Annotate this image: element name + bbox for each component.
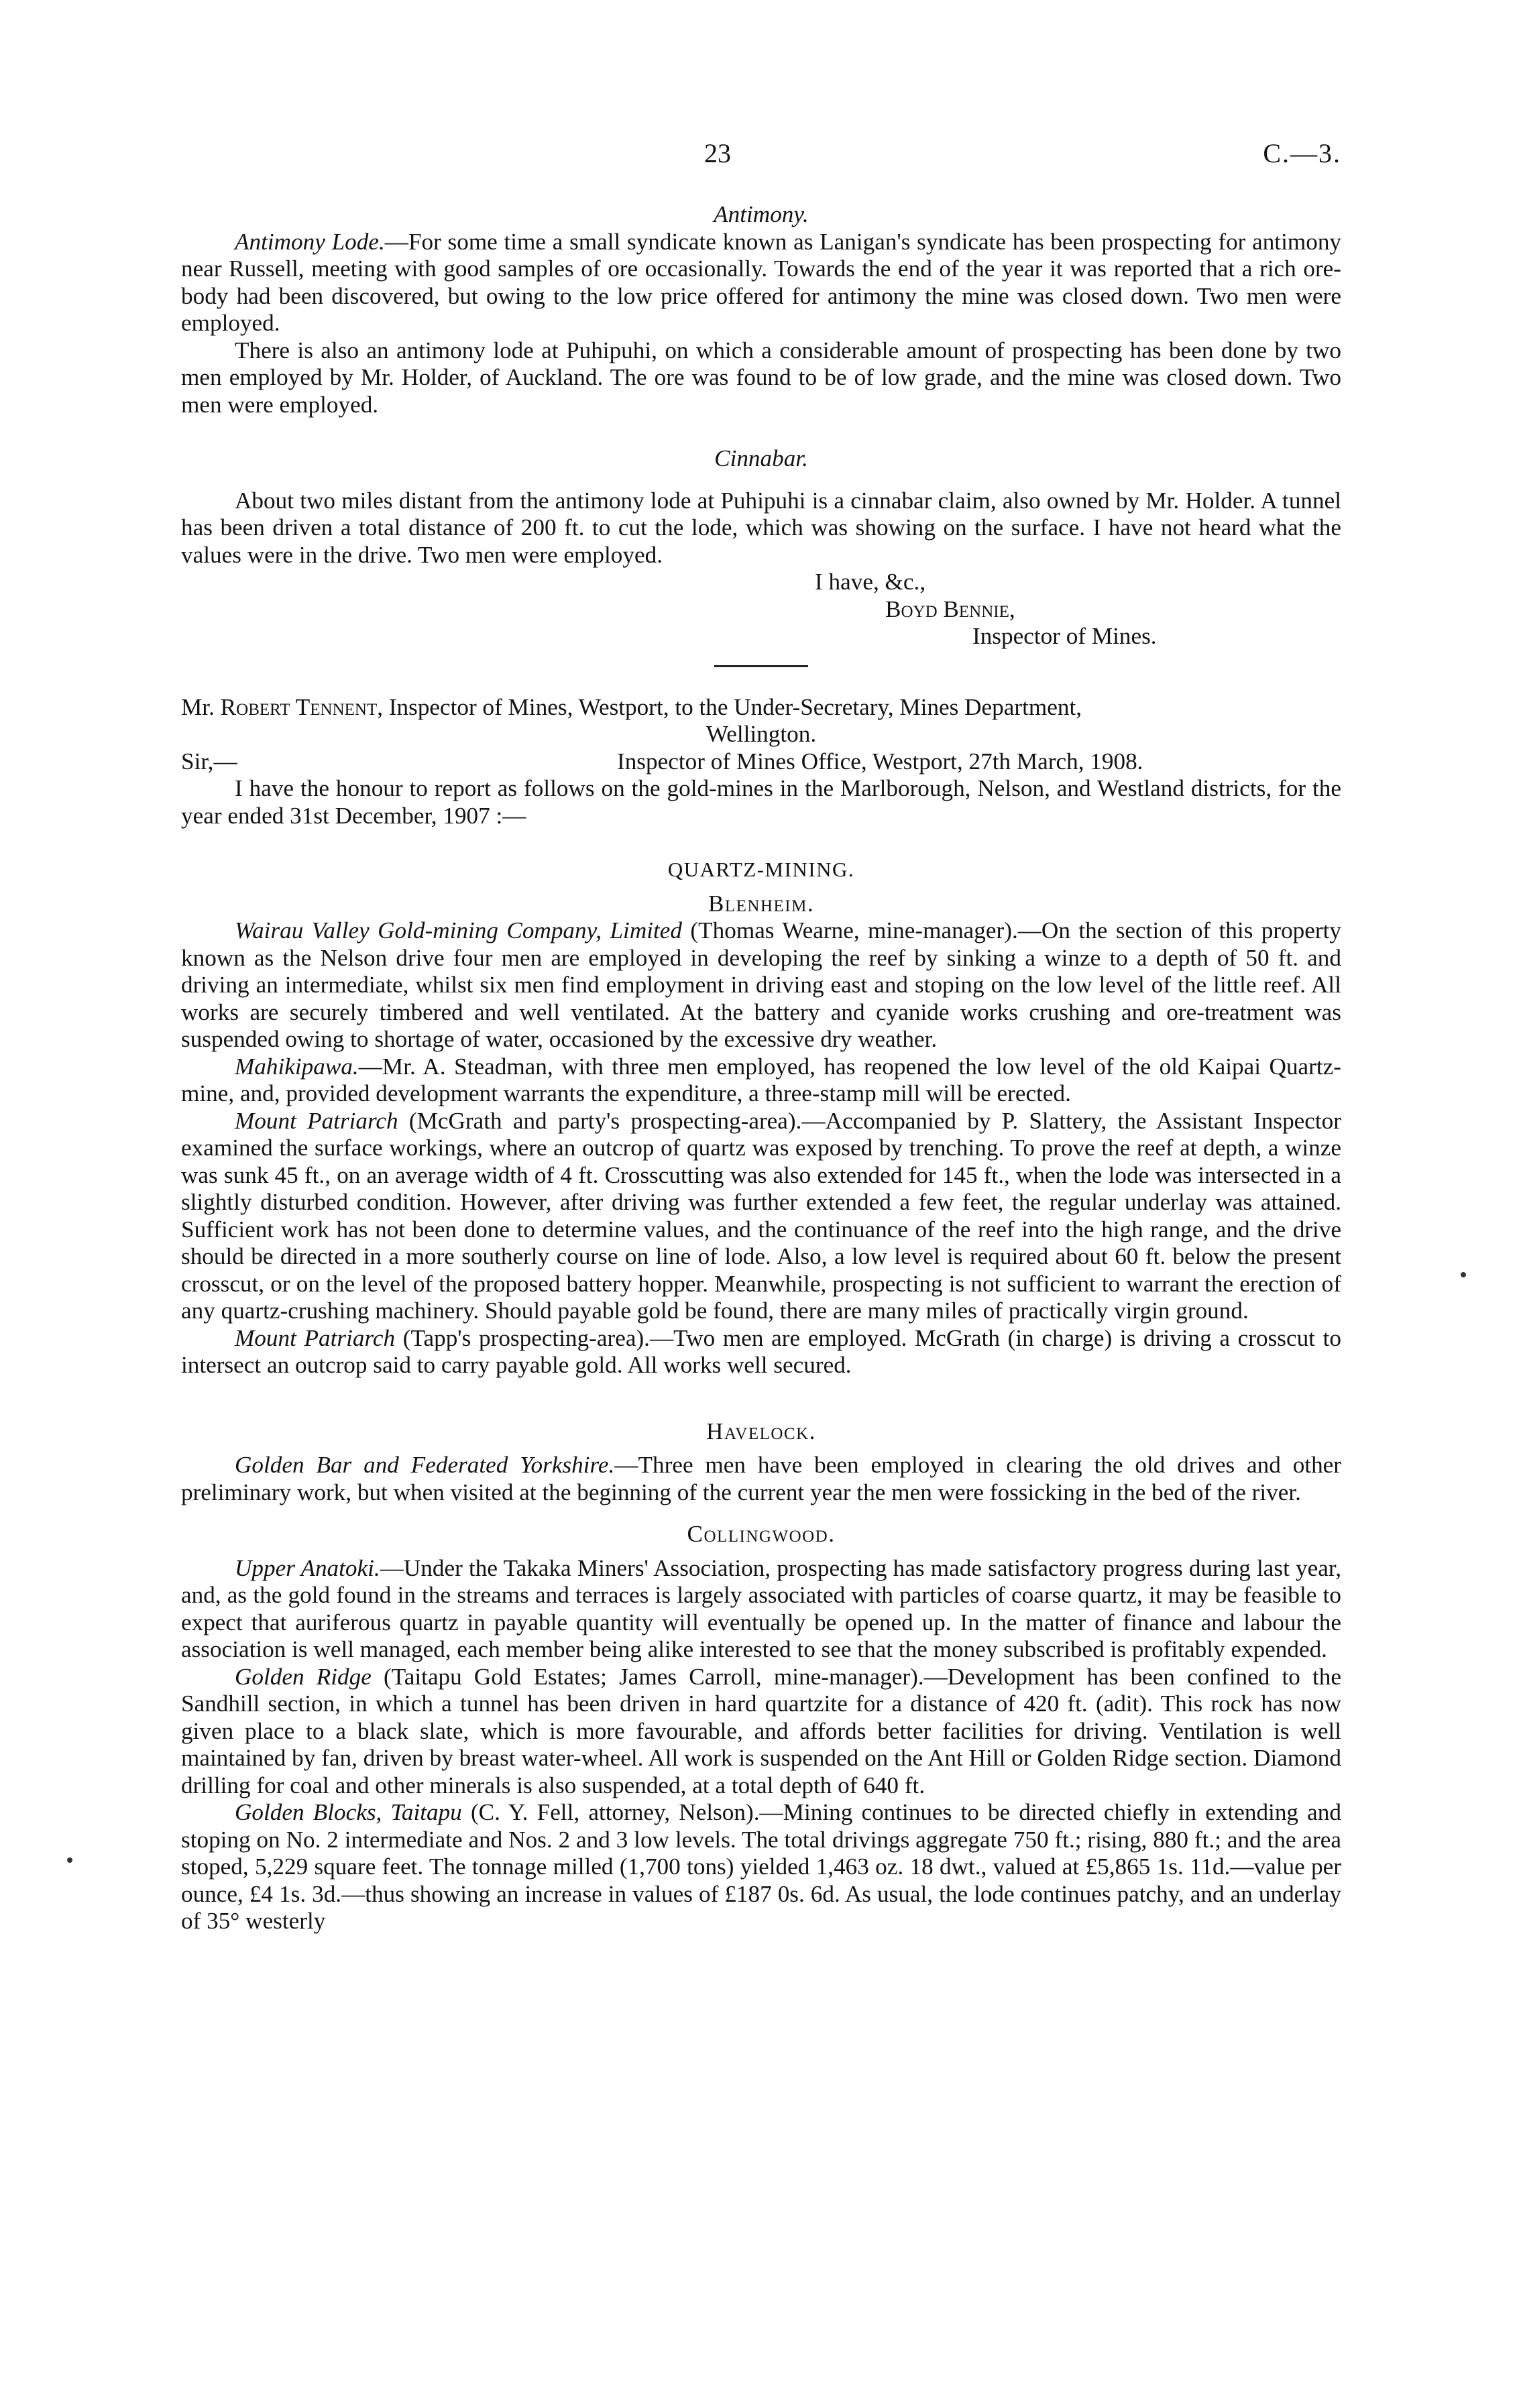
lead-antimony-lode: Antimony Lode. xyxy=(235,228,385,255)
page-number: 23 xyxy=(704,138,731,168)
lead-upper-anatoki: Upper Anatoki. xyxy=(235,1554,380,1581)
heading-collingwood: Collingwood. xyxy=(687,1521,836,1547)
heading-cinnabar: Cinnabar. xyxy=(714,445,808,471)
scan-speck-right xyxy=(1461,1272,1466,1277)
lead-mount-patriarch-2: Mount Patriarch xyxy=(235,1324,396,1351)
paragraph-mount-patriarch-mcgrath: Mount Patriarch (McGrath and party's prospecting-area).—Accompanied by P. Slattery, the Assistant Inspector examined the surface workings, where an outcrop of quartz was exposed by trenching. To prove the reef at depth, a winze was sunk 45 ft., on an average width of 4 ft. Crosscutting was also extended for 145 ft., when the lode was intersected in a slightly disturbed condition. However, after driving was further extended a few feet, the regular underlay was attained. Sufficient work has not been done to determine values, and the continuance of the reef into the high range, and the drive should be directed in a more southerly course on line of lode. Also, a low level is required about 60 ft. below the present crosscut, or on the level of the proposed battery hopper. Meanwhile, prospecting is not sufficient to warrant the erection of any quartz-crushing machinery. Should payable gold be found, there are many miles of practically virgin ground. xyxy=(181,1107,1341,1324)
signature-title: Inspector of Mines. xyxy=(972,623,1157,649)
paragraph-cinnabar: About two miles distant from the antimony lode at Puhipuhi is a cinnabar claim, also owned by Mr. Holder. A tunnel has been driven a total distance of 200 ft. to cut the lode, which was showing on the surface. I have not heard what the values were in the drive. Two men were employed. xyxy=(181,487,1341,568)
lead-golden-ridge: Golden Ridge xyxy=(235,1663,372,1690)
scan-speck-left xyxy=(67,1857,72,1863)
text-antimony-lode: —For some time a small syndicate known as Lanigan's syndicate has been prospecting for antimony near Russell, meeting with good samples of ore occasionally. Towards the end of the year it was reported that a rich ore-body had been discovered, but owing to the low price offered for antimony the mine was closed down. Two men were employed. xyxy=(181,228,1342,336)
paragraph-puhipuhi: There is also an antimony lode at Puhipuhi, on which a considerable amount of prospecting has been done by two men employed by Mr. Holder, of Auckland. The ore was found to be of low grade, and the mine was closed down. Two men were employed. xyxy=(181,337,1341,418)
paragraph-mount-patriarch-tapp: Mount Patriarch (Tapp's prospecting-area).—Two men are employed. McGrath (in charge) is driving a crosscut to intersect an outcrop said to carry payable gold. All works well secured. xyxy=(181,1324,1341,1378)
paragraph-golden-blocks: Golden Blocks, Taitapu (C. Y. Fell, attorney, Nelson).—Mining continues to be directed chiefly in extending and stoping on No. 2 intermediate and Nos. 2 and 3 low levels. The total drivings aggregate 750 ft.; rising, 880 ft.; and the area stoped, 5,229 square feet. The tonnage milled (1,700 tons) yielded 1,463 oz. 18 dwt., valued at £5,865 1s. 11d.—value per ounce, £4 1s. 3d.—thus showing an increase in values of £187 0s. 6d. As usual, the lode continues patchy, and an underlay of 35° westerly xyxy=(181,1799,1341,1934)
paragraph-wairau-valley: Wairau Valley Gold-mining Company, Limited (Thomas Wearne, mine-manager).—On the section of this property known as the Nelson drive four men are employed in developing the reef by sinking a winze to a depth of 50 ft. and driving an intermediate, whilst six men find employment in driving east and stoping on the low level of the little reef. All works are securely timbered and well ventilated. At the battery and cyanide works crushing and ore-treatment was suspended owing to shortage of water, occasioned by the excessive dry weather. xyxy=(181,917,1341,1052)
signoff-line: I have, &c., xyxy=(815,569,926,595)
lead-mount-patriarch: Mount Patriarch xyxy=(235,1107,398,1134)
paragraph-antimony-lode xyxy=(181,229,1341,337)
paragraph-mahikipawa: Mahikipawa.—Mr. A. Steadman, with three men employed, has reopened the low level of the old Kaipai Quartz-mine, and, provided development warrants the expenditure, a three-stamp mill will be erected. xyxy=(181,1053,1341,1106)
session-reference: C.—3. xyxy=(1263,138,1341,168)
lead-mahikipawa: Mahikipawa. xyxy=(235,1053,359,1080)
heading-blenheim: Blenheim. xyxy=(708,890,815,917)
salutation-row xyxy=(181,748,1341,776)
lead-wairau-valley: Wairau Valley Gold-mining Company, Limited xyxy=(235,917,683,943)
signature-name: Boyd Bennie, xyxy=(885,595,1015,622)
lead-golden-blocks: Golden Blocks, Taitapu xyxy=(235,1799,462,1825)
heading-havelock: Havelock. xyxy=(706,1418,816,1444)
paragraph-upper-anatoki: Upper Anatoki.—Under the Takaka Miners' Association, prospecting has made satisfactory progress during last year, and, as the gold found in the streams and terraces is largely associated with particles of coarse quartz, it may be feasible to expect that auriferous quartz in payable quantity will eventually be opened up. In the matter of finance and labour the association is well managed, each member being alike interested to see that the money subscribed is profitably expended. xyxy=(181,1554,1341,1662)
lead-golden-bar: Golden Bar and Federated Yorkshire. xyxy=(235,1452,615,1478)
heading-antimony: Antimony. xyxy=(714,201,809,227)
page-header xyxy=(181,137,1341,178)
letter-from: Mr. Robert Tennent, Inspector of Mines, Westport, to the Under-Secretary, Mines Department, xyxy=(181,693,1082,720)
letter-destination: Wellington. xyxy=(706,721,817,747)
letter-address: Inspector of Mines Office, Westport, 27th March, 1908. xyxy=(617,748,1143,775)
letter-author: Robert Tennent xyxy=(220,693,378,720)
letter-intro: I have the honour to report as follows on the gold-mines in the Marlborough, Nelson, and Westland districts, for the year ended 31st December, 1907 :— xyxy=(181,775,1341,829)
paragraph-golden-ridge: Golden Ridge (Taitapu Gold Estates; James Carroll, mine-manager).—Development has been confined to the Sandhill section, in which a tunnel has been driven in hard quartzite for a distance of 420 ft. (adit). This rock has now given place to a black slate, which is more favourable, and affords better facilities for driving. Ventilation is well maintained by fan, driven by breast water-wheel. All work is suspended on the Ant Hill or Golden Ridge section. Diamond drilling for coal and other minerals is also suspended, at a total depth of 640 ft. xyxy=(181,1663,1341,1798)
page-body xyxy=(181,201,1341,1935)
paragraph-golden-bar: Golden Bar and Federated Yorkshire.—Three men have been employed in clearing the old drives and other preliminary work, but when visited at the beginning of the current year the men were fossicking in the bed of the river. xyxy=(181,1452,1341,1505)
salutation: Sir,— xyxy=(181,748,237,775)
heading-quartz-mining: QUARTZ-MINING. xyxy=(667,858,855,881)
